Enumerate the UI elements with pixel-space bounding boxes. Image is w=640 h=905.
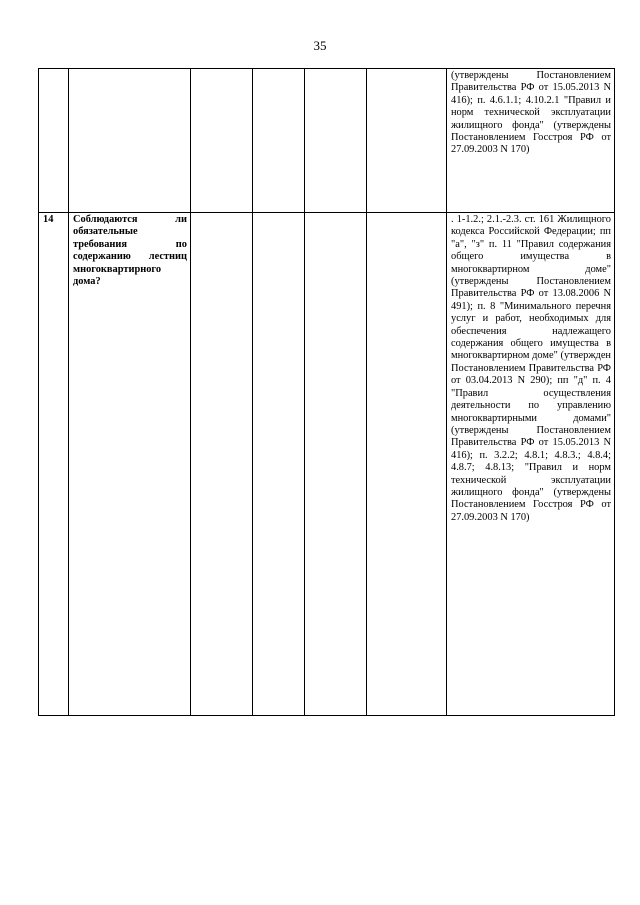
question-cell: Соблюдаются ли обязательные требования по содержанию лестниц многоквартирного дома? (69, 213, 191, 716)
answer-no-cell (253, 69, 305, 213)
row-number-cell: 14 (39, 213, 69, 716)
answer-no-cell (253, 213, 305, 716)
note-cell (367, 69, 447, 213)
legal-basis-cell: (утверждены Постановлением Правительства РФ от 15.05.2013 N 416); п. 4.6.1.1; 4.10.2.1 "Правил и норм технической эксплуатации жилищного фонда" (утверждены Постановлением Госстроя РФ от 27.09.2003 N 170) (447, 69, 615, 213)
checklist-table (38, 68, 615, 716)
answer-yes-cell (191, 69, 253, 213)
page-number: 35 (313, 38, 327, 53)
question-cell (69, 69, 191, 213)
legal-basis-cell: . 1-1.2.; 2.1.-2.3. ст. 161 Жилищного кодекса Российской Федерации; пп "а", "з" п. 11 "Правил содержания общего имущества в многоквартирном доме" (утверждены Постановлением Правительства РФ от 13.08.2006 N 491); п. 8 "Минимального перечня услуг и работ, необходимых для обеспечения надлежащего содержания общего имущества в многоквартирном доме" (утвержден Постановлением Правительства РФ от 03.04.2013 N 290); пп "д" п. 4 "Правил осуществления деятельности по управлению многоквартирными домами" (утверждены Постановлением Правительства РФ от 15.05.2013 N 416); п. 3.2.2; 4.8.1; 4.8.3.; 4.8.4; 4.8.7; 4.8.13; "Правил и норм технической эксплуатации жилищного фонда" (утверждены Постановлением Госстроя РФ от 27.09.2003 N 170) (447, 213, 615, 716)
answer-yes-cell (191, 213, 253, 716)
answer-na-cell (305, 213, 367, 716)
answer-na-cell (305, 69, 367, 213)
table-row (39, 213, 615, 716)
table-row (39, 69, 615, 213)
note-cell (367, 213, 447, 716)
row-number-cell (39, 69, 69, 213)
